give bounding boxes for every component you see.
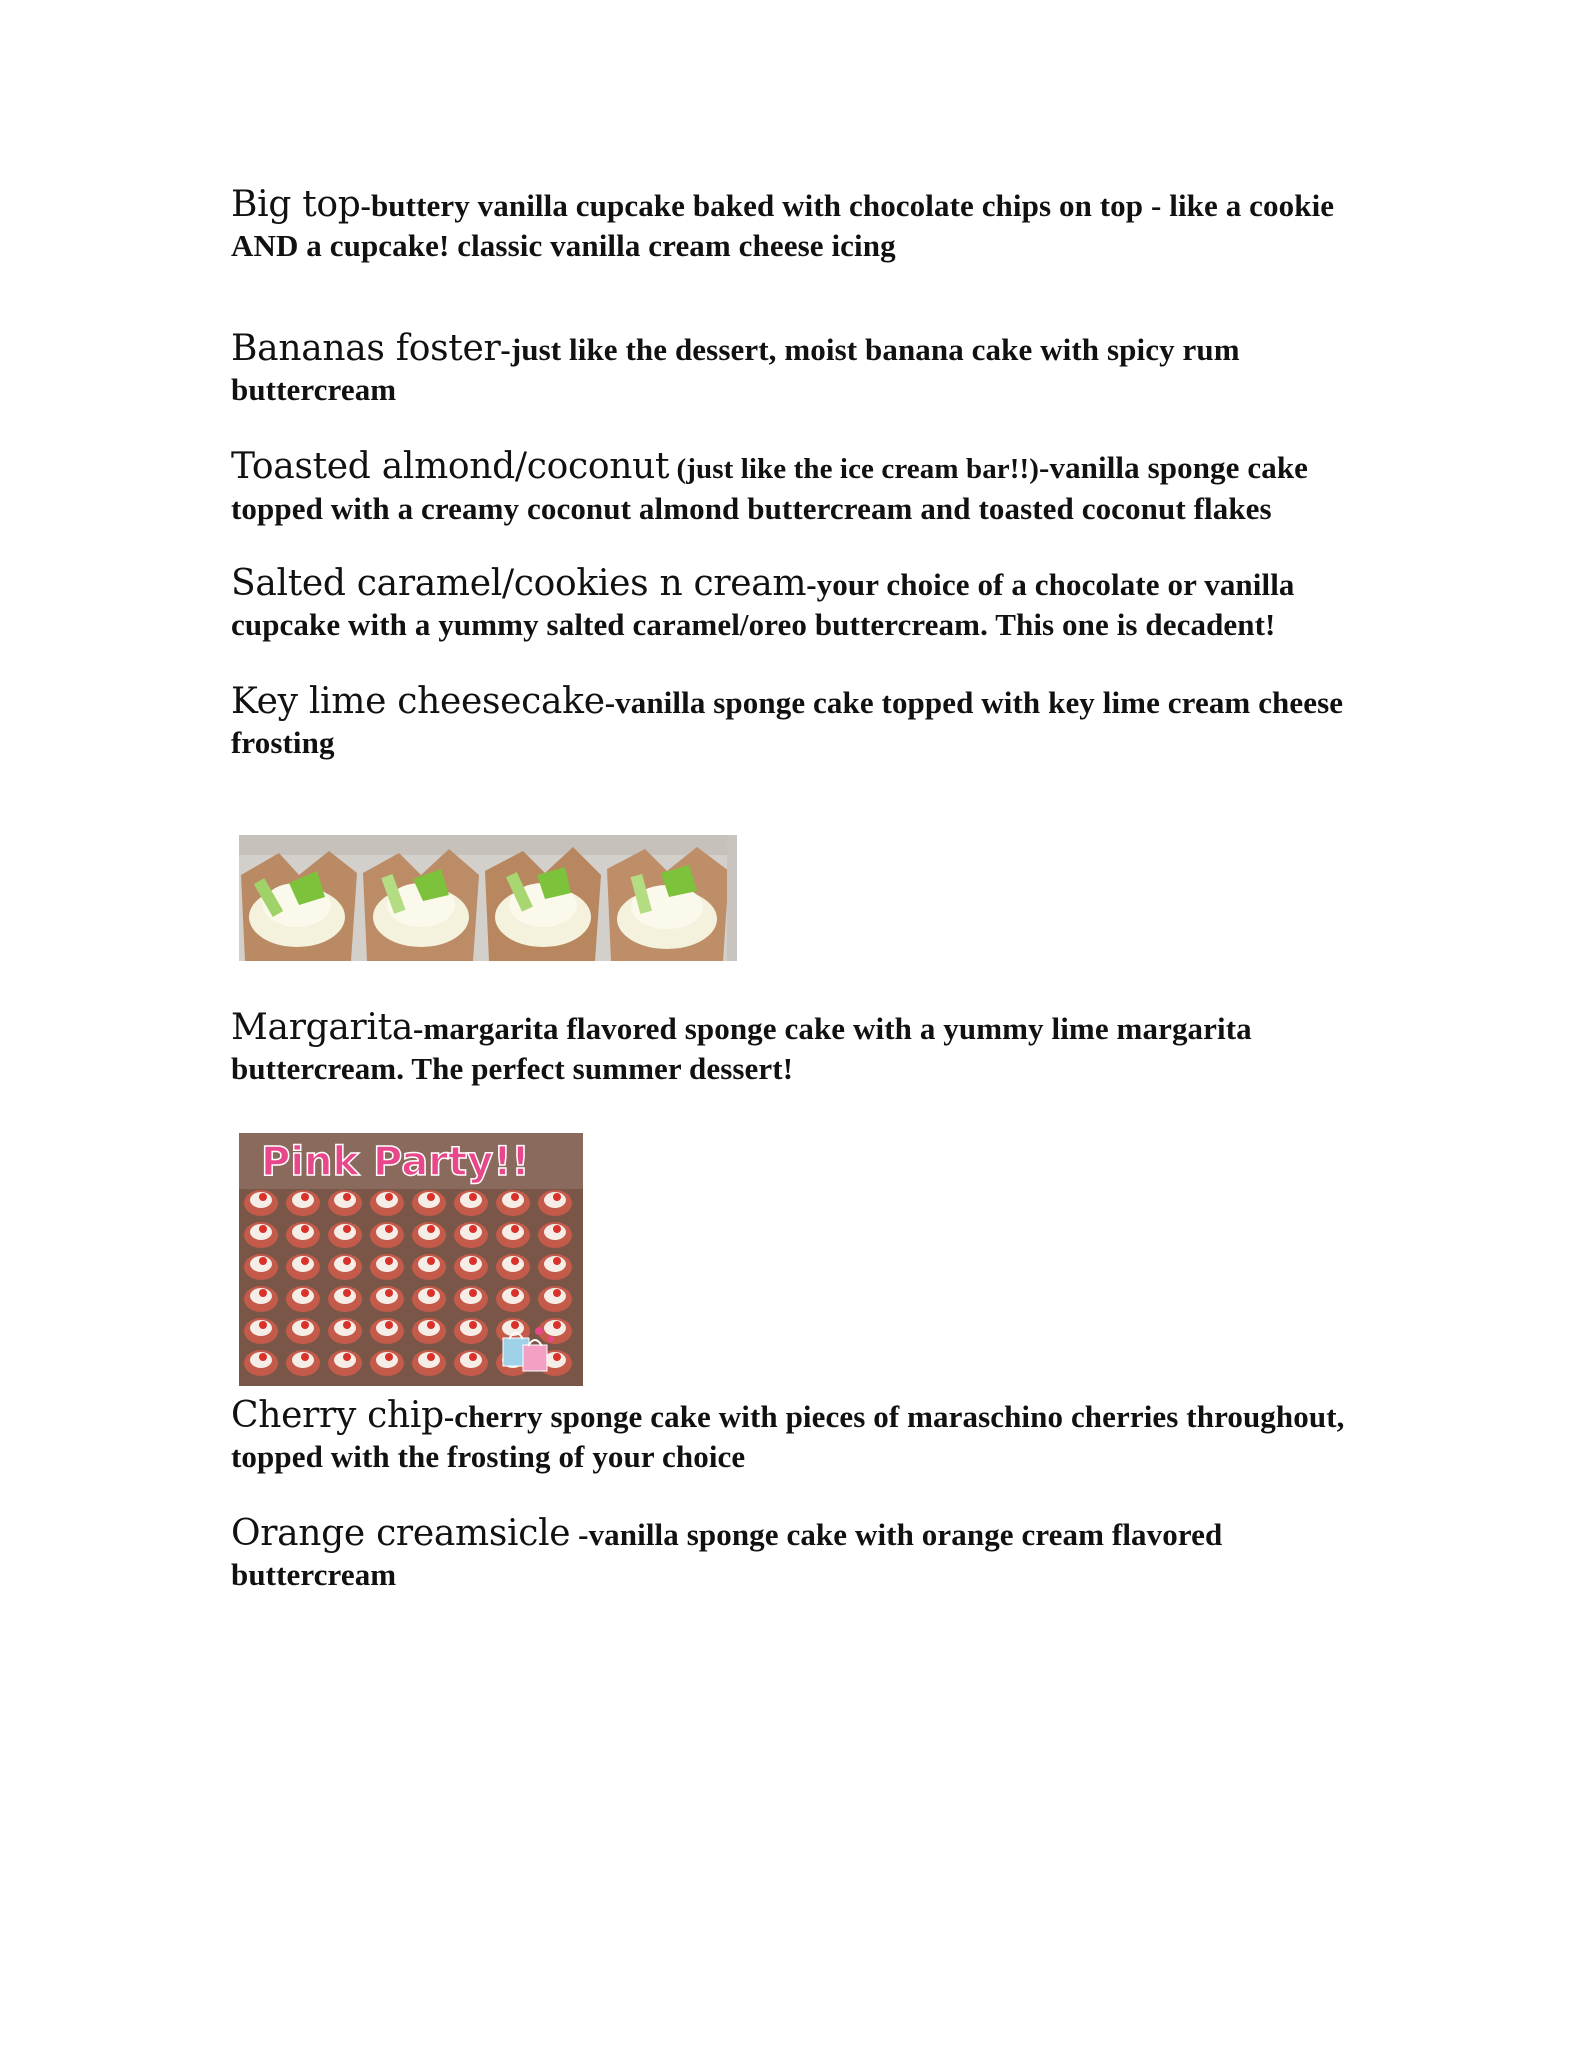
cupcake xyxy=(286,1254,320,1280)
item-note: (just like the ice cream bar!!) xyxy=(669,453,1040,485)
cupcake xyxy=(328,1254,362,1280)
cupcake xyxy=(286,1350,320,1376)
cupcake xyxy=(454,1286,488,1312)
menu-item-cherry-chip xyxy=(231,1396,1351,1477)
item-description: -your choice of a chocolate or vanilla cupcake with a yummy salted caramel/oreo buttercream. This one is decadent! xyxy=(231,567,1295,642)
item-name: Key lime cheesecake xyxy=(231,681,605,722)
cupcake xyxy=(412,1286,446,1312)
item-name: Margarita xyxy=(231,1007,413,1048)
cupcake xyxy=(538,1286,572,1312)
cupcake xyxy=(370,1318,404,1344)
cupcake xyxy=(412,1222,446,1248)
item-name: Big top xyxy=(231,184,361,225)
cupcake xyxy=(454,1350,488,1376)
item-name: Orange creamsicle xyxy=(231,1513,571,1554)
cupcake xyxy=(454,1222,488,1248)
item-name: Cherry chip xyxy=(231,1395,444,1436)
menu-item-margarita xyxy=(231,1008,1351,1089)
cupcake xyxy=(496,1190,530,1216)
cupcake xyxy=(454,1254,488,1280)
item-name: Bananas foster xyxy=(231,328,501,369)
cupcake xyxy=(286,1190,320,1216)
cupcake xyxy=(496,1254,530,1280)
menu-item-big-top xyxy=(231,185,1351,266)
cupcake xyxy=(328,1318,362,1344)
cupcake xyxy=(412,1318,446,1344)
cupcake xyxy=(370,1350,404,1376)
cupcake xyxy=(370,1190,404,1216)
cupcake xyxy=(286,1318,320,1344)
cupcake xyxy=(370,1222,404,1248)
cupcake xyxy=(454,1190,488,1216)
cupcake xyxy=(496,1222,530,1248)
item-description: -margarita flavored sponge cake with a yummy lime margarita buttercream. The perfect summer dessert! xyxy=(231,1011,1252,1086)
menu-item-key-lime-cheesecake xyxy=(231,682,1351,763)
cupcake xyxy=(454,1318,488,1344)
cupcake xyxy=(286,1222,320,1248)
menu-item-toasted-almond-coconut xyxy=(231,447,1351,529)
key-lime-cupcakes-illustration xyxy=(239,835,737,961)
cupcake xyxy=(328,1286,362,1312)
cupcake xyxy=(412,1190,446,1216)
pink-party-cupcakes-photo xyxy=(239,1133,583,1386)
cupcake xyxy=(496,1286,530,1312)
pink-party-caption: Pink Party!! xyxy=(261,1139,530,1185)
cupcake xyxy=(244,1286,278,1312)
cupcake xyxy=(412,1350,446,1376)
menu-item-bananas-foster xyxy=(231,329,1351,410)
item-name: Salted caramel/cookies n cream xyxy=(231,563,807,604)
cupcake xyxy=(412,1254,446,1280)
item-name: Toasted almond/coconut xyxy=(231,446,670,487)
item-description: -vanilla sponge cake topped with a creamy coconut almond buttercream and toasted coconut flakes xyxy=(231,450,1309,526)
cupcake xyxy=(538,1318,572,1344)
cupcake xyxy=(328,1350,362,1376)
item-description: -cherry sponge cake with pieces of maraschino cherries throughout, topped with the frosting of your choice xyxy=(231,1399,1345,1474)
item-description: -just like the dessert, moist banana cake with spicy rum buttercream xyxy=(231,332,1240,407)
cupcake xyxy=(538,1254,572,1280)
cupcake xyxy=(328,1190,362,1216)
cupcake xyxy=(244,1190,278,1216)
key-lime-cupcakes-photo xyxy=(239,835,737,961)
cupcake xyxy=(244,1350,278,1376)
cupcake xyxy=(328,1222,362,1248)
cupcake xyxy=(370,1286,404,1312)
cupcake xyxy=(286,1286,320,1312)
item-description: -buttery vanilla cupcake baked with chocolate chips on top - like a cookie AND a cupcake! classic vanilla cream cheese icing xyxy=(231,188,1335,263)
cupcake xyxy=(538,1190,572,1216)
item-description: -vanilla sponge cake topped with key lime cream cheese frosting xyxy=(231,685,1344,760)
cupcake xyxy=(244,1318,278,1344)
cupcake xyxy=(538,1222,572,1248)
cupcake xyxy=(244,1254,278,1280)
menu-item-salted-caramel xyxy=(231,564,1351,645)
cupcake xyxy=(244,1222,278,1248)
item-description: -vanilla sponge cake with orange cream flavored buttercream xyxy=(231,1517,1223,1592)
pink-party-tray-illustration xyxy=(239,1133,583,1386)
cupcake xyxy=(370,1254,404,1280)
menu-item-orange-creamsicle xyxy=(231,1514,1351,1595)
